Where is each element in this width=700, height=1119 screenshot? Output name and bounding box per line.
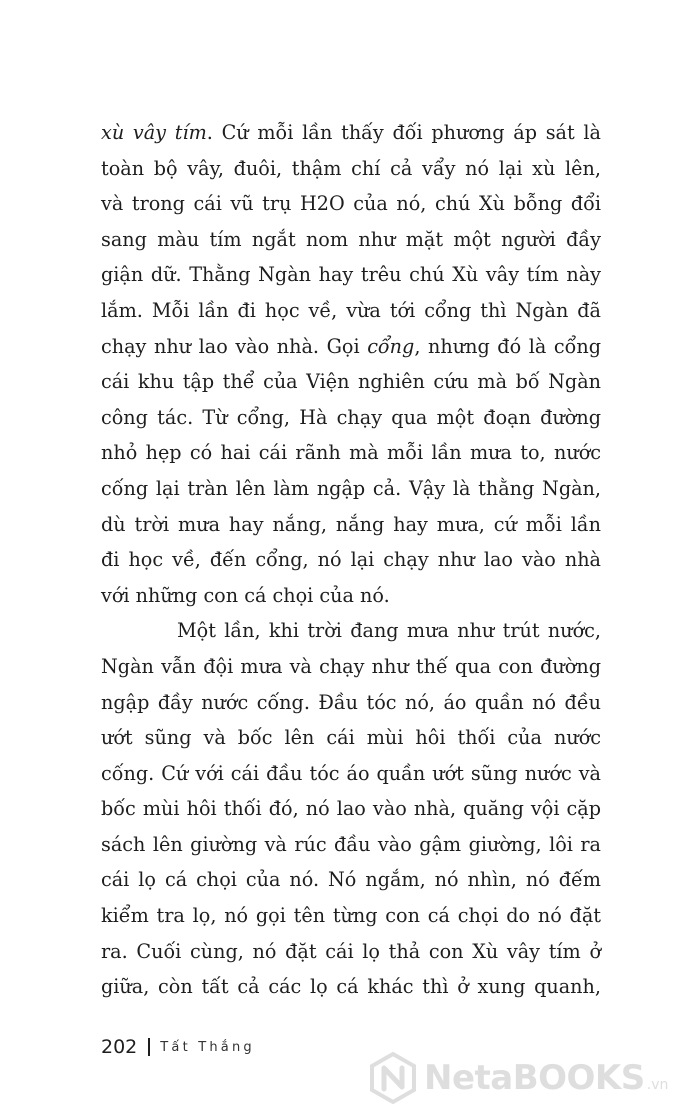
netabooks-logo-icon xyxy=(366,1051,420,1105)
text-line-14: với những con cá chọi của nó. xyxy=(101,583,390,607)
text-line-13: đi học về, đến cổng, nó lại chạy như lao vào nhà xyxy=(101,548,601,572)
body-text xyxy=(101,115,601,1005)
text-line-20: bốc mùi hôi thối đó, nó lao vào nhà, quăng vội cặp xyxy=(101,797,601,821)
text-line-4: sang màu tím ngắt nom như mặt một người đầy xyxy=(101,227,601,251)
text-line-1: xù vây tím. Cứ mỗi lần thấy đối phương áp sát là xyxy=(101,121,601,144)
text-line-22: cái lọ cá chọi của nó. Nó ngắm, nó nhìn, nó đếm xyxy=(101,868,601,892)
author-name: Tất Thắng xyxy=(160,1039,255,1055)
watermark-suffix: .vn xyxy=(646,1077,669,1093)
text-line-5: giận dữ. Thằng Ngàn hay trêu chú Xù vây tím này xyxy=(101,263,601,287)
text-line-23: kiểm tra lọ, nó gọi tên từng con cá chọi do nó đặt xyxy=(101,904,601,928)
text-line-19: cống. Cứ với cái đầu tóc áo quần ướt sũng nước và xyxy=(101,761,601,785)
page-number: 202 xyxy=(101,1036,138,1058)
watermark-text: NetaBOOKS xyxy=(424,1058,645,1098)
text-line-24: ra. Cuối cùng, nó đặt cái lọ thả con Xù vây tím ở xyxy=(101,939,601,963)
text-line-3: và trong cái vũ trụ H2O của nó, chú Xù bỗng đổi xyxy=(101,192,601,216)
text-line-12: dù trời mưa hay nắng, nắng hay mưa, cứ mỗi lần xyxy=(101,512,601,536)
text-line-25: giữa, còn tất cả các lọ cá khác thì ở xung quanh, xyxy=(101,975,601,999)
text-line-9: công tác. Từ cổng, Hà chạy qua một đoạn đường xyxy=(101,405,601,429)
text-line-18: ướt sũng và bốc lên cái mùi hôi thối của nước xyxy=(101,726,601,750)
text-line-15: Một lần, khi trời đang mưa như trút nước, xyxy=(177,619,601,643)
page-footer xyxy=(101,1033,255,1061)
text-line-11: cống lại tràn lên làm ngập cả. Vậy là thằng Ngàn, xyxy=(101,476,601,500)
footer-divider xyxy=(148,1038,150,1056)
text-line-16: Ngàn vẫn đội mưa và chạy như thế qua con đường xyxy=(101,654,601,678)
text-line-17: ngập đầy nước cống. Đầu tóc nó, áo quần nó đều xyxy=(101,690,601,714)
text-line-6: lắm. Mỗi lần đi học về, vừa tới cổng thì Ngàn đã xyxy=(101,298,601,322)
text-line-8: cái khu tập thể của Viện nghiên cứu mà bố Ngàn xyxy=(101,370,601,394)
text-line-2: toàn bộ vây, đuôi, thậm chí cả vẩy nó lại xù lên, xyxy=(101,156,601,180)
text-line-21: sách lên giường và rúc đầu vào gậm giường, lôi ra xyxy=(101,832,601,856)
text-line-7: chạy như lao vào nhà. Gọi cổng, nhưng đó là cổng xyxy=(101,334,602,358)
text-line-10: nhỏ hẹp có hai cái rãnh mà mỗi lần mưa to, nước xyxy=(101,441,601,465)
netabooks-watermark xyxy=(366,1047,668,1109)
